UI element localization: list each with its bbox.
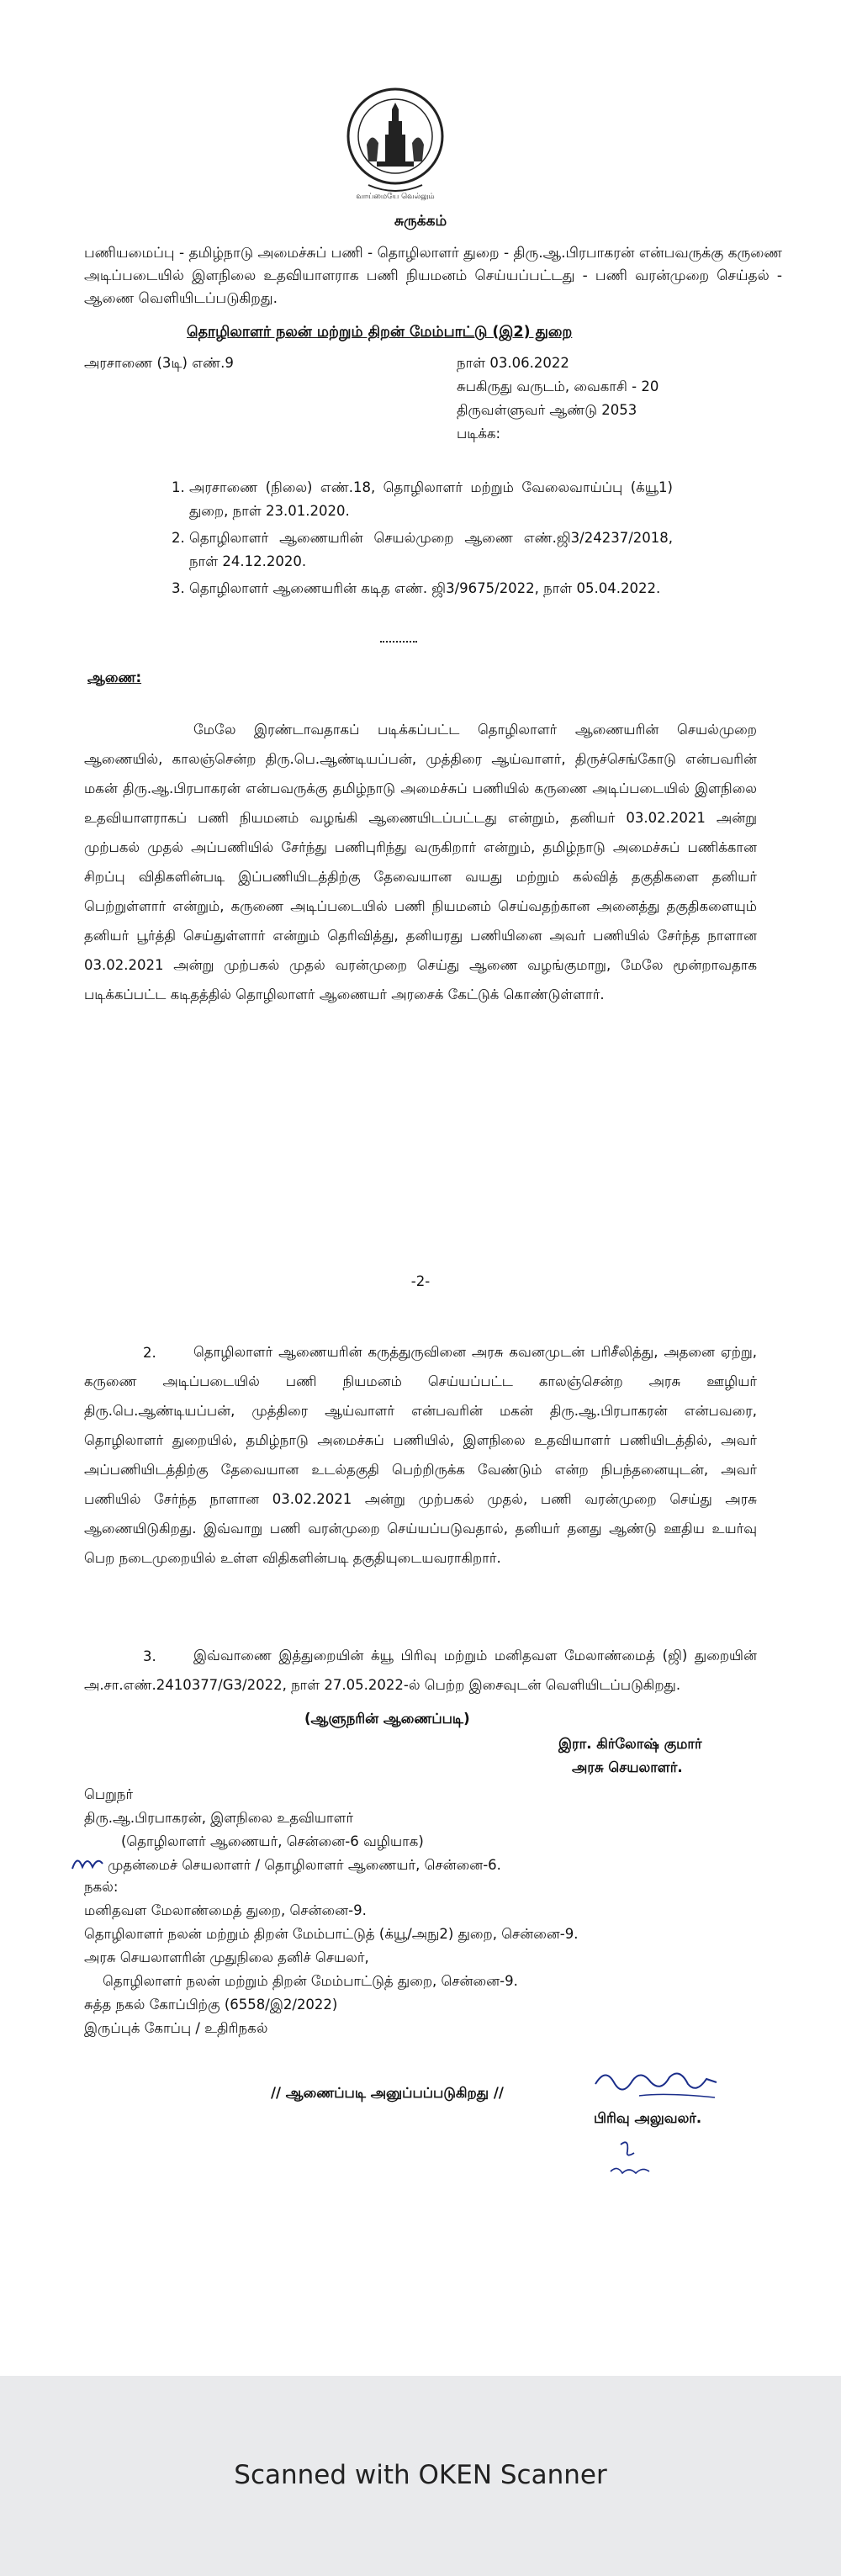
recipient-line: முதன்மைச் செயலாளர் / தொழிலாளர் ஆணையர், சென்னை-6. <box>108 1857 501 1873</box>
scanner-footer <box>0 2376 841 2576</box>
separator-dots <box>380 641 417 643</box>
recipient-line: திரு.ஆ.பிரபாகரன், இளநிலை உதவியாளர் <box>84 1810 354 1826</box>
order-paragraph-1: மேலே இரண்டாவதாகப் படிக்கப்பட்ட தொழிலாளர் ஆணையரின் செயல்முறை ஆணையில், காலஞ்சென்ற திரு.பெ.ஆண்டியப்பன், முத்திரை ஆய்வாளர், திருச்செங்கோடு என்பவரின் மகன் திரு.ஆ.பிரபாகரன் என்பவருக்கு தமிழ்நாடு அமைச்சுப் பணியில் கருணை அடிப்படையில் இளநிலை உதவியாளராகப் பணி நியமனம் வழங்கி ஆணையிடப்பட்டது என்றும், தனியர் 03.02.2021 அன்று முற்பகல் முதல் அப்பணியில் சேர்ந்து பணிபுரிந்து வருகிறார் என்றும், தமிழ்நாடு அமைச்சுப் பணிக்கான சிறப்பு விதிகளின்படி இப்பணியிடத்திற்கு தேவையான வயது மற்றும் கல்வித் தகுதிகளை தனியர் பெற்றுள்ளார் என்றும், கருணை அடிப்படையில் பணி நியமனம் செய்வதற்கான அனைத்து தகுதிகளையும் தனியர் பூர்த்தி செய்துள்ளார் என்றும் தெரிவித்து, தனியரது பணியினை அவர் பணியில் சேர்ந்த நாளான 03.02.2021 அன்று முற்பகல் முதல் வரன்முறை செய்து ஆணை வழங்குமாறு, மேலே மூன்றாவதாக படிக்கப்பட்ட கடிதத்தில் தொழிலாளர் ஆணையர் அரசைக் கேட்டுக் கொண்டுள்ளார். <box>84 722 757 1002</box>
tamil-year: சுபகிருது வருடம், வைகாசி - 20 <box>457 378 659 394</box>
order-label: ஆணை: <box>87 669 142 685</box>
svg-text:வாய்மையே வெல்லும்: வாய்மையே வெல்லும் <box>356 193 435 201</box>
paragraph-number: 3. <box>143 1648 156 1664</box>
reference-item: 2. தொழிலாளர் ஆணையரின் செயல்முறை ஆணை எண்.ஜி3/24237/2018, நாள் 24.12.2020. <box>189 526 673 574</box>
thiruvalluvar-year: திருவள்ளுவர் ஆண்டு 2053 <box>457 402 637 418</box>
document-page-1 <box>0 0 841 1203</box>
handwritten-initial-date <box>606 2136 656 2183</box>
copy-line: சுத்த நகல் கோப்பிற்கு (6558/இ2/2022) <box>84 1997 338 2013</box>
copy-line: இருப்புக் கோப்பு / உதிரிநகல் <box>84 2020 268 2036</box>
reference-item: 3. தொழிலாளர் ஆணையரின் கடித எண். ஜி3/9675/2022, நாள் 05.04.2022. <box>189 577 673 600</box>
references-list <box>164 476 673 604</box>
signatory-title: அரசு செயலாளர். <box>572 1759 683 1775</box>
copy-line: அரசு செயலாளரின் முதுநிலை தனிச் செயலர், <box>84 1949 369 1965</box>
reference-item: 1. அரசாணை (நிலை) எண்.18, தொழிலாளர் மற்றும் வேலைவாய்ப்பு (க்யூ1) துறை, நாள் 23.01.2020. <box>189 476 673 523</box>
order-paragraph-3: இவ்வாணை இத்துறையின் க்யூ பிரிவு மற்றும் மனிதவள மேலாண்மைத் (ஜி) துறையின் அ.சா.எண்.2410377/G3/2022, நாள் 27.05.2022-ல் பெற்ற இசைவுடன் வெளியிடப்படுகிறது. <box>84 1648 757 1693</box>
order-subject: பணியமைப்பு - தமிழ்நாடு அமைச்சுப் பணி - தொழிலாளர் துறை - திரு.ஆ.பிரபாகரன் என்பவருக்கு கருணை அடிப்படையில் இளநிலை உதவியாளராக பணி நியமனம் செய்யப்பட்டது - பணி வரன்முறை செய்தல் - ஆணை வெளியிடப்படுகிறது. <box>84 245 782 307</box>
order-paragraph-2: தொழிலாளர் ஆணையரின் கருத்துருவினை அரசு கவனமுடன் பரிசீலித்து, அதனை ஏற்று, கருணை அடிப்படையில் பணி நியமனம் செய்யப்பட்ட காலஞ்சென்ற அரசு ஊழியர் திரு.பெ.ஆண்டியப்பன், முத்திரை ஆய்வாளர் என்பவரின் மகன் திரு.ஆ.பிரபாகரன் என்பவரை, தொழிலாளர் துறையில், தமிழ்நாடு அமைச்சுப் பணியில், இளநிலை உதவியாளர் பணியிடத்தில், அவர் அப்பணியிடத்திற்கு தேவையான உடல்தகுதி பெற்றிருக்க வேண்டும் என்ற நிபந்தனையுடன், அவர் பணியில் சேர்ந்த நாளான 03.02.2021 அன்று முற்பகல் முதல், பணி வரன்முறை செய்து அரசு ஆணையிடுகிறது. இவ்வாறு பணி வரன்முறை செய்யப்படுவதால், தனியர் தனது ஆண்டு ஊதிய உயர்வு பெற நடைமுறையில் உள்ள விதிகளின்படி தகுதியுடையவராகிறார். <box>84 1344 757 1566</box>
handwritten-signature <box>589 2059 723 2109</box>
forwarded-by-order: // ஆணைப்படி அனுப்பப்படுகிறது // <box>271 2085 504 2101</box>
signatory-name: இரா. கிர்லோஷ் குமார் <box>558 1736 702 1752</box>
section-officer-title: பிரிவு அலுவலர். <box>594 2110 702 2126</box>
by-order-of-governor: (ஆளுநரின் ஆணைப்படி) <box>304 1711 470 1727</box>
recipient-line: (தொழிலாளர் ஆணையர், சென்னை-6 வழியாக) <box>121 1833 424 1849</box>
summary-title: சுருக்கம் <box>394 213 447 230</box>
paragraph-number: 2. <box>143 1345 156 1361</box>
to-label: பெறுநர் <box>84 1786 134 1802</box>
copy-label: நகல்: <box>84 1879 119 1895</box>
scanner-brand-text: Scanned with OKEN Scanner <box>234 2460 607 2490</box>
document-page-2 <box>0 1203 841 2376</box>
order-date: நாள் 03.06.2022 <box>457 355 569 371</box>
handwritten-initial-mark <box>69 1850 106 1875</box>
order-number: அரசாணை (3டி) எண்.9 <box>84 355 234 371</box>
read-label: படிக்க: <box>457 426 501 442</box>
copy-line: தொழிலாளர் நலன் மற்றும் திறன் மேம்பாட்டுத் துறை, சென்னை-9. <box>103 1973 518 1989</box>
copy-line: மனிதவள மேலாண்மைத் துறை, சென்னை-9. <box>84 1902 367 1918</box>
department-heading: தொழிலாளர் நலன் மற்றும் திறன் மேம்பாட்டு (இ2) துறை <box>187 324 573 341</box>
tamil-nadu-emblem-icon <box>343 84 447 202</box>
copy-line: தொழிலாளர் நலன் மற்றும் திறன் மேம்பாட்டுத் (க்யூ/அநு2) துறை, சென்னை-9. <box>84 1926 579 1942</box>
page-number: -2- <box>410 1273 431 1289</box>
